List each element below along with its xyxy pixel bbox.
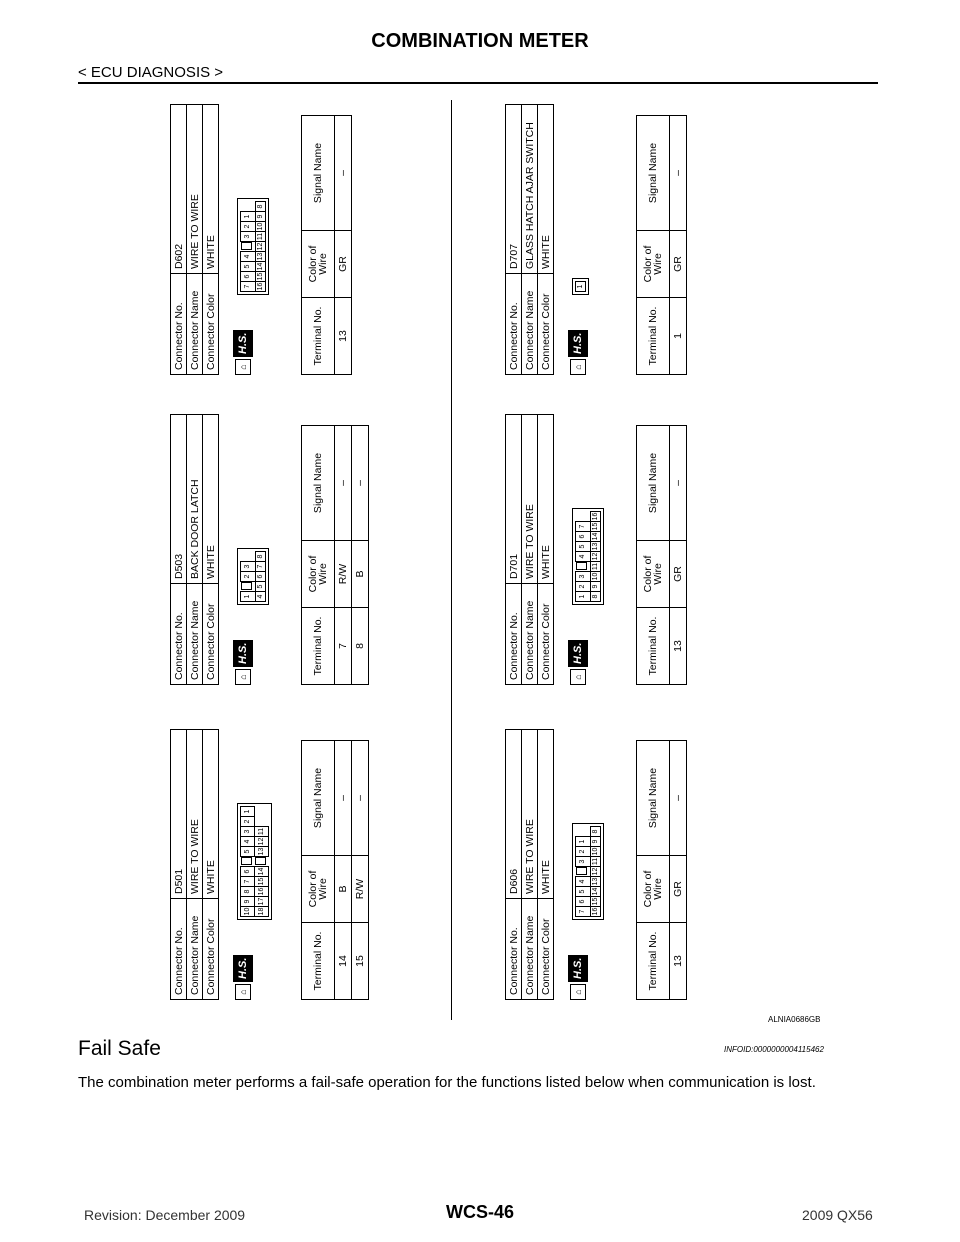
connector-info-value: D606 bbox=[506, 730, 522, 899]
connector-icon: ⌂ bbox=[570, 984, 586, 1000]
pin-cell: 3 bbox=[241, 827, 255, 837]
connector-face bbox=[568, 104, 620, 375]
connector-info-value: WHITE bbox=[203, 415, 219, 584]
connector-info-row bbox=[187, 105, 203, 375]
pin-row-top bbox=[576, 512, 591, 602]
connector-info-value: WIRE TO WIRE bbox=[522, 415, 538, 584]
hs-label: H.S. bbox=[233, 330, 253, 357]
terminal-row bbox=[670, 116, 687, 375]
terminal-header-cell: Color of Wire bbox=[637, 231, 670, 298]
terminal-header-cell: Terminal No. bbox=[302, 923, 335, 1000]
connector-info-value: WIRE TO WIRE bbox=[522, 730, 538, 899]
terminal-header-cell: Color of Wire bbox=[637, 541, 670, 608]
pin-cell: 7 bbox=[576, 522, 591, 532]
connector-face bbox=[568, 729, 620, 1000]
pin-cell: 12 bbox=[255, 837, 269, 847]
pin-cell: 4 bbox=[241, 837, 255, 847]
terminal-header-cell: Color of Wire bbox=[637, 856, 670, 923]
pin-cell: 14 bbox=[256, 262, 264, 271]
pin-cell: 12 bbox=[591, 867, 599, 876]
connector-info-value: WIRE TO WIRE bbox=[187, 730, 203, 899]
pin-row-bottom bbox=[255, 552, 265, 602]
terminal-cell: GR bbox=[670, 541, 687, 608]
connector-info-label: Connector No. bbox=[171, 274, 187, 375]
pin-row-bottom bbox=[255, 807, 269, 917]
connector-face bbox=[568, 414, 620, 685]
pin-cell: 6 bbox=[241, 867, 255, 877]
pin-row-bottom bbox=[590, 512, 600, 602]
terminal-row bbox=[352, 741, 369, 1000]
connector-info-row bbox=[538, 730, 554, 1000]
pin-layout bbox=[572, 278, 589, 295]
connector-info-row bbox=[506, 730, 522, 1000]
pin-cell: 16 bbox=[256, 282, 264, 291]
connector-info-label: Connector No. bbox=[506, 584, 522, 685]
connector-info-table bbox=[170, 104, 219, 375]
terminal-header-cell: Color of Wire bbox=[302, 856, 335, 923]
terminal-cell: – bbox=[335, 741, 352, 856]
terminal-cell: 15 bbox=[352, 923, 369, 1000]
terminal-header-row bbox=[637, 741, 670, 1000]
connector-info-label: Connector Color bbox=[538, 899, 554, 1000]
pin-cell: 7 bbox=[241, 282, 256, 292]
connector-info-label: Connector Color bbox=[203, 274, 219, 375]
connector-info-label: Connector No. bbox=[171, 899, 187, 1000]
terminal-row bbox=[670, 426, 687, 685]
terminal-header-cell: Terminal No. bbox=[637, 923, 670, 1000]
connector-info-row bbox=[171, 105, 187, 375]
connector-face bbox=[233, 104, 285, 375]
pin-cell: 3 bbox=[241, 232, 256, 242]
pin-cell: 13 bbox=[255, 847, 269, 857]
connector-info-label: Connector Color bbox=[538, 274, 554, 375]
terminal-table bbox=[636, 115, 687, 375]
column-divider bbox=[451, 100, 452, 1020]
connector-info-value: D707 bbox=[506, 105, 522, 274]
terminal-table bbox=[301, 115, 352, 375]
connector-info-label: Connector Name bbox=[522, 899, 538, 1000]
terminal-cell: 13 bbox=[335, 298, 352, 375]
pin-cell: 8 bbox=[255, 202, 265, 212]
pin-cell: 6 bbox=[241, 272, 256, 282]
connector-info-label: Connector Name bbox=[187, 899, 203, 1000]
pin-cell: 5 bbox=[576, 542, 591, 552]
terminal-cell: R/W bbox=[335, 541, 352, 608]
pin-cell: 16 bbox=[591, 512, 599, 521]
terminal-cell: B bbox=[352, 541, 369, 608]
hs-label: H.S. bbox=[233, 955, 253, 982]
pin-row-top bbox=[576, 282, 586, 292]
pin-cell: 15 bbox=[256, 272, 264, 281]
terminal-header-cell: Signal Name bbox=[637, 741, 670, 856]
connector-icon: ⌂ bbox=[235, 359, 251, 375]
connector-info-value: BACK DOOR LATCH bbox=[187, 415, 203, 584]
terminal-cell: – bbox=[335, 116, 352, 231]
terminal-cell: – bbox=[670, 426, 687, 541]
page-title: COMBINATION METER bbox=[371, 30, 589, 52]
terminal-header-cell: Signal Name bbox=[637, 116, 670, 231]
hs-label: H.S. bbox=[568, 330, 588, 357]
hs-label: H.S. bbox=[568, 955, 588, 982]
pin-cell: 12 bbox=[256, 242, 264, 251]
terminal-table bbox=[301, 425, 369, 685]
connector-block bbox=[170, 729, 369, 1000]
terminal-header-cell: Terminal No. bbox=[302, 298, 335, 375]
terminal-cell: GR bbox=[670, 231, 687, 298]
connector-info-row bbox=[187, 730, 203, 1000]
connector-block bbox=[505, 414, 687, 685]
pin-cell: 11 bbox=[255, 827, 269, 837]
connector-face bbox=[233, 414, 285, 685]
terminal-cell: B bbox=[335, 856, 352, 923]
pin-cell: 15 bbox=[255, 877, 269, 887]
footer-model: 2009 QX56 bbox=[802, 1207, 873, 1223]
connector-block bbox=[170, 104, 352, 375]
connector-info-table bbox=[505, 414, 554, 685]
connector-info-value: D602 bbox=[171, 105, 187, 274]
terminal-cell: 1 bbox=[670, 298, 687, 375]
terminal-header-row bbox=[302, 426, 335, 685]
pin-cell: 11 bbox=[256, 232, 264, 241]
terminal-row bbox=[335, 426, 352, 685]
connector-info-row bbox=[506, 105, 522, 375]
pin-cell: 16 bbox=[591, 907, 599, 916]
connector-info-value: D701 bbox=[506, 415, 522, 584]
pin-cell: 8 bbox=[590, 592, 600, 602]
terminal-cell: – bbox=[352, 426, 369, 541]
pin-cell: 11 bbox=[591, 857, 599, 866]
terminal-row bbox=[670, 741, 687, 1000]
pin-cell: 9 bbox=[241, 897, 255, 907]
pin-cell: 18 bbox=[255, 907, 269, 917]
pin-cell: 8 bbox=[255, 552, 265, 562]
pin-key bbox=[255, 857, 269, 867]
figure-id: ALNIA0686GB bbox=[768, 1015, 821, 1024]
pin-row-bottom bbox=[255, 202, 265, 292]
pin-row-top bbox=[241, 807, 255, 917]
terminal-cell: 13 bbox=[670, 608, 687, 685]
pin-cell: 7 bbox=[255, 562, 265, 572]
terminal-header-cell: Color of Wire bbox=[302, 231, 335, 298]
connector-info-label: Connector No. bbox=[506, 274, 522, 375]
footer-page-number: WCS-46 bbox=[445, 1202, 514, 1222]
terminal-table bbox=[636, 425, 687, 685]
pin-cell: 8 bbox=[590, 827, 600, 837]
connector-info-value: WIRE TO WIRE bbox=[187, 105, 203, 274]
terminal-header-cell: Signal Name bbox=[302, 426, 335, 541]
connector-info-row bbox=[522, 105, 538, 375]
connector-info-label: Connector No. bbox=[171, 584, 187, 685]
terminal-header-row bbox=[637, 116, 670, 375]
connector-info-value: D501 bbox=[171, 730, 187, 899]
terminal-cell: – bbox=[352, 741, 369, 856]
connector-info-value: WHITE bbox=[203, 105, 219, 274]
terminal-header-row bbox=[302, 116, 335, 375]
pin-grid bbox=[575, 281, 586, 292]
connector-info-label: Connector Name bbox=[187, 584, 203, 685]
terminal-header-cell: Terminal No. bbox=[637, 298, 670, 375]
connector-icon: ⌂ bbox=[570, 669, 586, 685]
pin-key bbox=[576, 562, 591, 572]
connector-info-label: Connector Name bbox=[187, 274, 203, 375]
pin-cell: 4 bbox=[241, 252, 256, 262]
connector-info-value: WHITE bbox=[203, 730, 219, 899]
pin-cell: 3 bbox=[241, 562, 256, 572]
connector-info-label: Connector Name bbox=[522, 274, 538, 375]
pin-key bbox=[241, 242, 256, 252]
pin-cell: 5 bbox=[255, 582, 265, 592]
pin-cell: 7 bbox=[576, 907, 591, 917]
pin-key bbox=[576, 867, 591, 877]
connector-info-row bbox=[522, 730, 538, 1000]
pin-cell: 2 bbox=[576, 847, 591, 857]
header-rule bbox=[78, 82, 878, 84]
pin-cell: 13 bbox=[591, 877, 599, 886]
connector-info-row bbox=[538, 105, 554, 375]
pin-cell: 5 bbox=[241, 847, 255, 857]
fail-safe-paragraph: The combination meter performs a fail-safe operation for the functions listed below when communication is lost. bbox=[78, 1074, 816, 1091]
pin-grid bbox=[575, 826, 601, 917]
terminal-row bbox=[352, 426, 369, 685]
connector-info-row bbox=[522, 415, 538, 685]
connector-info-label: Connector Color bbox=[203, 899, 219, 1000]
terminal-cell: GR bbox=[670, 856, 687, 923]
pin-cell: 15 bbox=[591, 897, 599, 906]
connector-info-label: Connector Color bbox=[538, 584, 554, 685]
pin-cell: 12 bbox=[591, 552, 599, 561]
terminal-row bbox=[335, 741, 352, 1000]
pin-cell: 10 bbox=[591, 847, 599, 856]
connector-info-row bbox=[203, 730, 219, 1000]
connector-info-row bbox=[187, 415, 203, 685]
terminal-row bbox=[335, 116, 352, 375]
pin-layout bbox=[572, 508, 604, 605]
pin-cell: 1 bbox=[241, 212, 256, 222]
pin-layout bbox=[237, 548, 269, 605]
pin-cell: 2 bbox=[241, 817, 255, 827]
connector-info-table bbox=[505, 104, 554, 375]
pin-cell: 5 bbox=[241, 262, 256, 272]
terminal-cell: 14 bbox=[335, 923, 352, 1000]
pin-cell: 9 bbox=[590, 582, 600, 592]
pin-cell: 14 bbox=[591, 532, 599, 541]
connector-info-table bbox=[170, 414, 219, 685]
pin-cell: 6 bbox=[576, 897, 591, 907]
connector-info-value: GLASS HATCH AJAR SWITCH bbox=[522, 105, 538, 274]
connector-info-value: D503 bbox=[171, 415, 187, 584]
pin-grid bbox=[240, 201, 266, 292]
terminal-header-cell: Color of Wire bbox=[302, 541, 335, 608]
connector-info-label: Connector Color bbox=[203, 584, 219, 685]
connector-info-row bbox=[203, 105, 219, 375]
terminal-cell: GR bbox=[335, 231, 352, 298]
connector-info-value: WHITE bbox=[538, 415, 554, 584]
pin-cell: 1 bbox=[576, 282, 586, 292]
pin-key bbox=[241, 582, 256, 592]
pin-cell: 3 bbox=[576, 572, 591, 582]
connector-block bbox=[505, 729, 687, 1000]
pin-cell: 4 bbox=[576, 877, 591, 887]
pin-cell: 16 bbox=[255, 887, 269, 897]
pin-cell: 6 bbox=[576, 532, 591, 542]
terminal-header-cell: Terminal No. bbox=[302, 608, 335, 685]
connector-info-value: WHITE bbox=[538, 105, 554, 274]
pin-cell: 10 bbox=[241, 907, 255, 917]
pin-cell: 10 bbox=[256, 222, 264, 231]
pin-row-bottom bbox=[590, 827, 600, 917]
pin-cell: 2 bbox=[241, 222, 256, 232]
pin-row-top bbox=[241, 202, 256, 292]
pin-layout bbox=[572, 823, 604, 920]
terminal-cell: – bbox=[335, 426, 352, 541]
terminal-cell: 7 bbox=[335, 608, 352, 685]
terminal-cell: 13 bbox=[670, 923, 687, 1000]
section-breadcrumb: < ECU DIAGNOSIS > bbox=[78, 64, 224, 81]
pin-cell: 1 bbox=[576, 837, 591, 847]
connector-info-table bbox=[505, 729, 554, 1000]
connector-block bbox=[170, 414, 369, 685]
pin-cell: 2 bbox=[241, 572, 256, 582]
connector-info-table bbox=[170, 729, 219, 1000]
pin-row-top bbox=[576, 827, 591, 917]
pin-grid bbox=[240, 551, 266, 602]
pin-cell: 11 bbox=[591, 562, 599, 571]
terminal-header-cell: Signal Name bbox=[302, 116, 335, 231]
pin-cell: 6 bbox=[255, 572, 265, 582]
pin-grid bbox=[575, 511, 601, 602]
connector-info-row bbox=[203, 415, 219, 685]
pin-cell: 5 bbox=[576, 887, 591, 897]
pin-cell: 10 bbox=[591, 572, 599, 581]
pin-cell: 3 bbox=[576, 857, 591, 867]
footer-revision: Revision: December 2009 bbox=[84, 1207, 246, 1223]
pin-cell: 9 bbox=[255, 212, 265, 222]
pin-cell: 13 bbox=[591, 542, 599, 551]
connector-icon: ⌂ bbox=[235, 669, 251, 685]
pin-cell: 17 bbox=[255, 897, 269, 907]
terminal-cell: R/W bbox=[352, 856, 369, 923]
terminal-table bbox=[301, 740, 369, 1000]
fail-safe-heading: Fail Safe bbox=[78, 1037, 161, 1060]
connector-icon: ⌂ bbox=[570, 359, 586, 375]
pin-grid bbox=[240, 806, 269, 917]
pin-cell: 2 bbox=[576, 582, 591, 592]
terminal-header-row bbox=[302, 741, 335, 1000]
connector-info-row bbox=[538, 415, 554, 685]
hs-label: H.S. bbox=[568, 640, 588, 667]
pin-layout bbox=[237, 803, 272, 920]
connector-info-label: Connector No. bbox=[506, 899, 522, 1000]
terminal-header-row bbox=[637, 426, 670, 685]
pin-row-top bbox=[241, 552, 256, 602]
pin-cell: 1 bbox=[241, 592, 256, 602]
terminal-table bbox=[636, 740, 687, 1000]
pin-cell: 15 bbox=[591, 522, 599, 531]
connector-info-row bbox=[506, 415, 522, 685]
connector-icon: ⌂ bbox=[235, 984, 251, 1000]
hs-label: H.S. bbox=[233, 640, 253, 667]
pin-cell: 13 bbox=[256, 252, 264, 261]
connector-face bbox=[233, 729, 285, 1000]
pin-cell: 4 bbox=[255, 592, 265, 602]
pin-key bbox=[241, 857, 255, 867]
connector-info-value: WHITE bbox=[538, 730, 554, 899]
pin-cell: 9 bbox=[590, 837, 600, 847]
terminal-cell: – bbox=[670, 116, 687, 231]
terminal-cell: – bbox=[670, 741, 687, 856]
pin-layout bbox=[237, 198, 269, 295]
connector-info-row bbox=[171, 415, 187, 685]
terminal-cell: 8 bbox=[352, 608, 369, 685]
connector-info-row bbox=[171, 730, 187, 1000]
connector-block bbox=[505, 104, 687, 375]
info-id: INFOID:0000000004115462 bbox=[724, 1045, 824, 1054]
pin-cell: 4 bbox=[576, 552, 591, 562]
pin-cell: 7 bbox=[241, 877, 255, 887]
pin-cell: 8 bbox=[241, 887, 255, 897]
pin-cell: 14 bbox=[255, 867, 269, 877]
pin-cell: 14 bbox=[591, 887, 599, 896]
terminal-header-cell: Signal Name bbox=[637, 426, 670, 541]
pin-cell: 1 bbox=[241, 807, 255, 817]
connector-info-label: Connector Name bbox=[522, 584, 538, 685]
pin-cell: 1 bbox=[576, 592, 591, 602]
terminal-header-cell: Signal Name bbox=[302, 741, 335, 856]
terminal-header-cell: Terminal No. bbox=[637, 608, 670, 685]
